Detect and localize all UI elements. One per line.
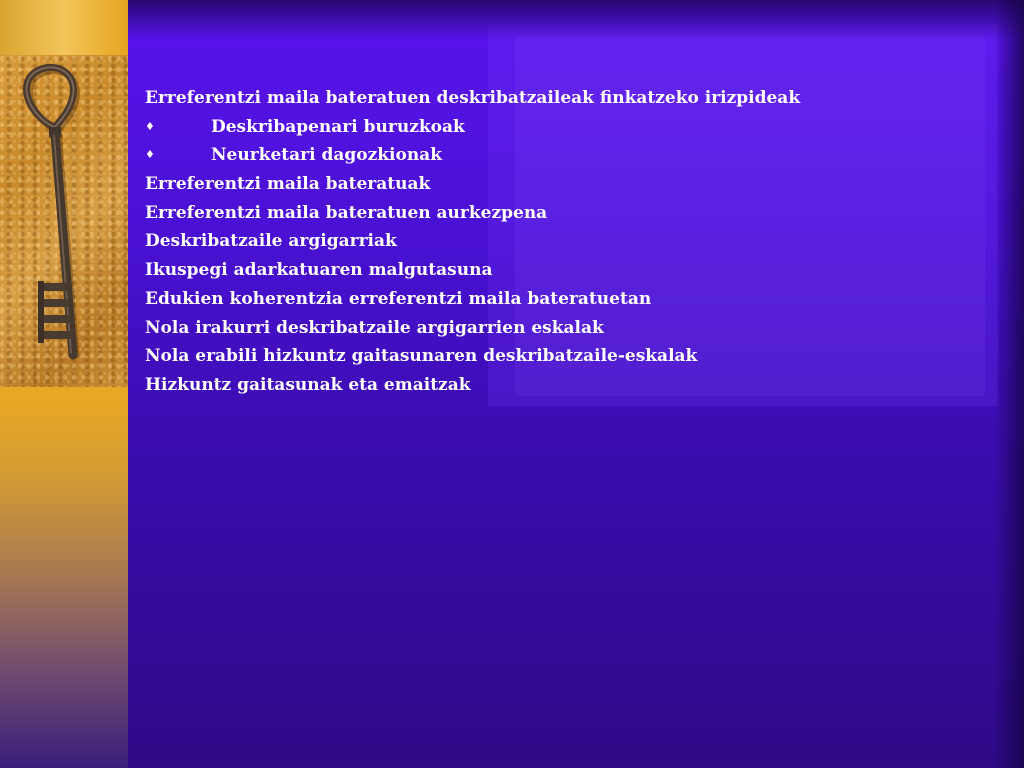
- content-list: [145, 84, 845, 400]
- list-item-text: Hizkuntz gaitasunak eta emaitzak: [145, 374, 471, 395]
- list-item: [145, 371, 845, 400]
- right-shade: [994, 0, 1024, 768]
- list-item-text: Nola erabili hizkuntz gaitasunaren deskribatzaile-eskalak: [145, 346, 698, 367]
- top-shade: [128, 0, 1024, 40]
- list-item-text: Erreferentzi maila bateratuak: [145, 174, 431, 195]
- diamond-bullet-icon: ♦: [145, 148, 155, 162]
- list-item-text: Nola irakurri deskribatzaile argigarrien eskalak: [145, 317, 604, 338]
- list-item: [145, 170, 845, 199]
- list-item: [145, 199, 845, 228]
- antique-key-icon: [0, 55, 128, 387]
- diamond-bullet-icon: ♦: [145, 119, 155, 133]
- list-item: [145, 314, 845, 343]
- sub-list-item: [145, 113, 845, 142]
- key-photo: [0, 55, 128, 387]
- list-item-text: Erreferentzi maila bateratuen aurkezpena: [145, 202, 548, 223]
- list-item-text: Deskribatzaile argigarriak: [145, 231, 397, 252]
- list-item: [145, 256, 845, 285]
- list-item-text: Erreferentzi maila bateratuen deskribatzaileak finkatzeko irizpideak: [145, 88, 801, 108]
- list-item-text: Edukien koherentzia erreferentzi maila bateratuetan: [145, 288, 652, 309]
- list-item-text: Deskribapenari buruzkoak: [211, 116, 465, 137]
- list-item: [145, 84, 845, 113]
- list-item: [145, 285, 845, 314]
- list-item-text: Ikuspegi adarkatuaren malgutasuna: [145, 260, 493, 281]
- left-band-top: [0, 0, 128, 55]
- sub-list-item: [145, 141, 845, 170]
- list-item: [145, 342, 845, 371]
- list-item-text: Neurketari dagozkionak: [211, 145, 442, 166]
- list-item: [145, 227, 845, 256]
